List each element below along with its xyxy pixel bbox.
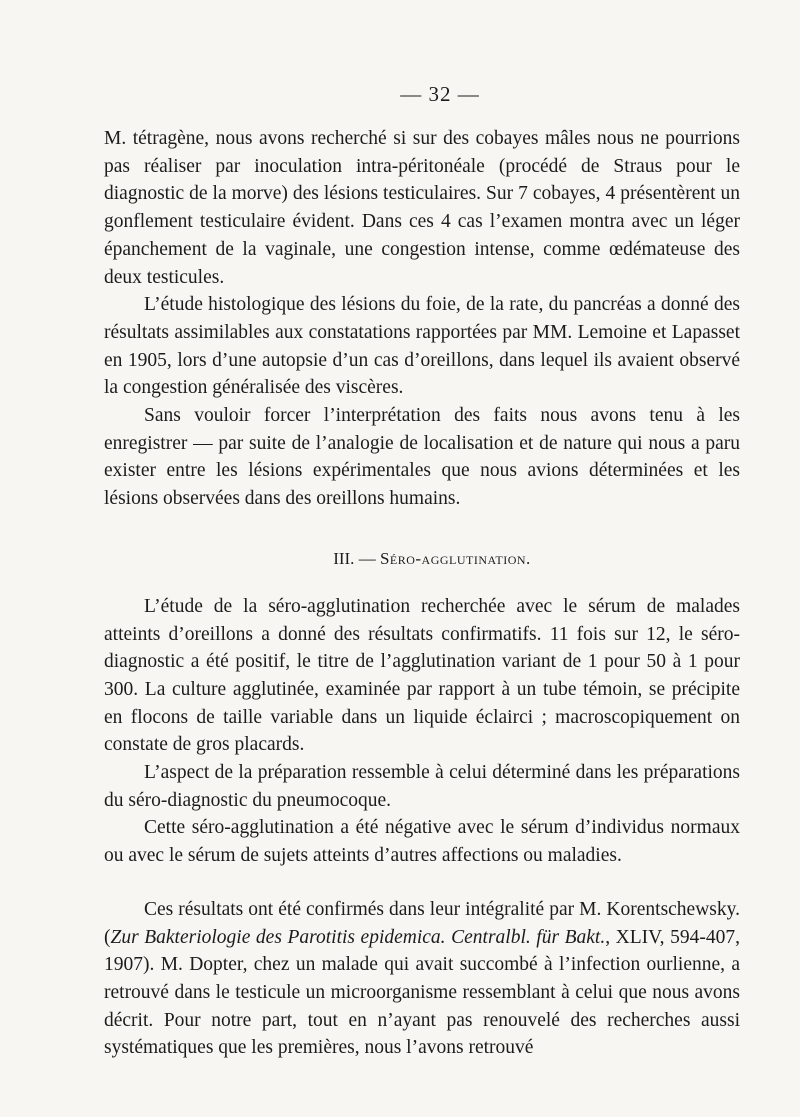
section-heading: [104, 549, 740, 569]
section-title: Séro-agglutination.: [379, 548, 531, 568]
section-dash: —: [354, 548, 380, 568]
confirmation-text-end: , XLIV, 594-407, 1907). M. Dopter, chez un malade qui avait succombé à l’infection ourlienne, a retrouvé dans le testicule un microorganisme ressemblant à celui que nous avons décrit. Pour notre part, tout en n’ayant pas renouvelé des recherches aussi systématiques que les premières, nous l’avons retrouvé: [104, 926, 740, 1059]
section-numeral: III.: [333, 548, 355, 568]
reference-citation: Zur Bakteriologie des Parotitis epidemica. Centralbl. für Bakt.: [110, 926, 606, 948]
paragraph-confirmation: [104, 896, 740, 1062]
document-page: [104, 82, 740, 1062]
paragraph-sero-agglutination: L’étude de la séro-agglutination recherchée avec le sérum de malades atteints d’oreillons a donné des résultats confirmatifs. 11 fois sur 12, le séro-diagnostic a été positif, le titre de l’agglutination variant de 1 pour 50 à 1 pour 300. La culture agglutinée, examinée par rapport à un tube témoin, se précipite en flocons de taille variable dans un liquide éclairci ; macroscopiquement on constate de gros placards.: [104, 595, 740, 756]
page-number: — 32 —: [400, 82, 480, 106]
paragraph-interpretation: Sans vouloir forcer l’interprétation des faits nous avons tenu à les enregistrer — par suite de l’analogie de localisation et de nature qui nous a paru exister entre les lésions expérimentales que nous avions déterminées et les lésions observées dans des oreillons humains.: [104, 405, 740, 510]
paragraph-continuation: M. tétragène, nous avons recherché si sur des cobayes mâles nous ne pourrions pas réaliser par inoculation intra-péritonéale (procédé de Straus pour le diagnostic de la morve) des lésions testiculaires. Sur 7 cobayes, 4 présentèrent un gonflement testiculaire évident. Dans ces 4 cas l’examen montra avec un léger épanchement de la vaginale, une congestion intense, comme œdémateuse des deux testicules.: [104, 128, 740, 288]
paragraph-preparation-aspect: L’aspect de la préparation ressemble à celui déterminé dans les préparations du séro-diagnostic du pneumocoque.: [104, 762, 740, 811]
paragraph-histology: L’étude histologique des lésions du foie, de la rate, du pancréas a donné des résultats assimilables aux constatations rapportées par MM. Lemoine et Lapasset en 1905, lors d’une autopsie d’un cas d’oreillons, dans lequel ils avaient observé la congestion généralisée des viscères.: [104, 294, 740, 399]
paragraph-gap: [104, 870, 740, 896]
paragraph-negative-results: Cette séro-agglutination a été négative avec le sérum d’individus normaux ou avec le sérum de sujets atteints d’autres affections ou maladies.: [104, 817, 740, 867]
confirmation-text-start: Ces résultats ont été confirmés dans leur intégralité par M. Korentschewsky. (: [104, 898, 740, 948]
